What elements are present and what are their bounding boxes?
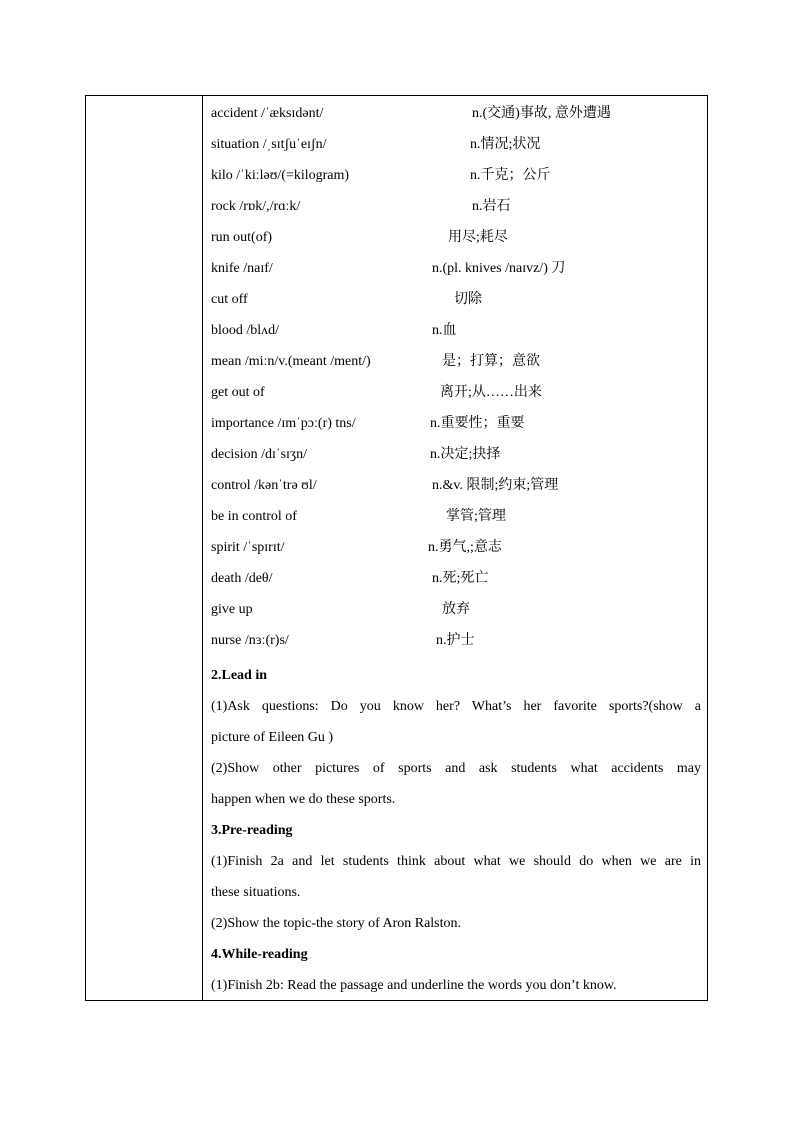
vocab-word: give up — [211, 602, 253, 617]
vocab-word: get out of — [211, 385, 265, 400]
vocab-word: importance /ɪmˈpɔː(r) tns/ — [211, 416, 356, 431]
section-heading-lead-in: 2.Lead in — [211, 668, 268, 683]
paragraph-line: picture of Eileen Gu ) — [211, 730, 334, 745]
vocab-word: nurse /nɜː(r)s/ — [211, 633, 289, 648]
vocab-word: mean /miːn/v.(meant /ment/) — [211, 354, 371, 369]
vocab-meaning: n.勇气,;意志 — [428, 540, 502, 555]
vocab-word: kilo /ˈkiːləʊ/(=kilogram) — [211, 168, 350, 183]
vocab-meaning: 放弃 — [442, 602, 470, 617]
vocab-meaning: n.&v. 限制;约束;管理 — [432, 478, 559, 493]
vocab-word: blood /blʌd/ — [211, 323, 280, 338]
vocab-meaning: n.岩石 — [472, 199, 511, 214]
vocab-meaning: 用尽;耗尽 — [448, 230, 508, 245]
vocab-word: rock /rɒk/,/rɑːk/ — [211, 199, 301, 214]
vocab-word: be in control of — [211, 509, 297, 524]
vocab-meaning: 掌管;管理 — [446, 509, 506, 524]
vocab-word: spirit /ˈspɪrɪt/ — [211, 540, 285, 555]
paragraph-line: happen when we do these sports. — [211, 792, 396, 807]
vocab-word: situation /ˌsɪtʃuˈeɪʃn/ — [211, 137, 327, 152]
vocab-meaning: 是；打算；意欲 — [442, 354, 540, 369]
vocab-meaning: n.千克；公斤 — [470, 168, 551, 183]
vocab-word: accident /ˈæksɪdənt/ — [211, 106, 324, 121]
vocab-meaning: n.情况;状况 — [470, 137, 541, 152]
vocab-meaning: n.(交通)事故, 意外遭遇 — [472, 106, 611, 121]
vocab-word: decision /dɪˈsɪʒn/ — [211, 447, 308, 462]
vocab-meaning: 切除 — [454, 292, 482, 307]
vocab-meaning: n.重要性；重要 — [430, 416, 525, 431]
paragraph-line: these situations. — [211, 885, 301, 900]
vocab-word: run out(of) — [211, 230, 273, 245]
section-heading-while-reading: 4.While-reading — [211, 947, 308, 962]
vocab-word: control /kənˈtrə ʊl/ — [211, 478, 317, 493]
paragraph-line: (1)Finish 2b: Read the passage and underline the words you don’t know. — [211, 978, 617, 993]
vocab-meaning: n.(pl. knives /naɪvz/) 刀 — [432, 261, 566, 276]
lesson-table — [85, 95, 708, 1001]
table-left-column — [86, 96, 203, 1000]
paragraph-line: (1)Finish 2a and let students think about what we should do when we are in — [211, 854, 701, 869]
paragraph-line: (2)Show other pictures of sports and ask students what accidents may — [211, 761, 701, 776]
vocab-meaning: n.死;死亡 — [432, 571, 489, 586]
vocab-meaning: n.决定;抉择 — [430, 447, 501, 462]
vocab-meaning: n.血 — [432, 323, 457, 338]
vocab-word: death /deθ/ — [211, 571, 273, 586]
paragraph-line: (2)Show the topic-the story of Aron Ralston. — [211, 916, 462, 931]
vocab-word: knife /naɪf/ — [211, 261, 273, 276]
section-heading-pre-reading: 3.Pre-reading — [211, 823, 293, 838]
paragraph-line: (1)Ask questions: Do you know her? What’s her favorite sports?(show a — [211, 699, 701, 714]
vocab-word: cut off — [211, 292, 248, 307]
vocab-meaning: n.护士 — [436, 633, 475, 648]
vocab-meaning: 离开;从……出来 — [440, 385, 542, 400]
